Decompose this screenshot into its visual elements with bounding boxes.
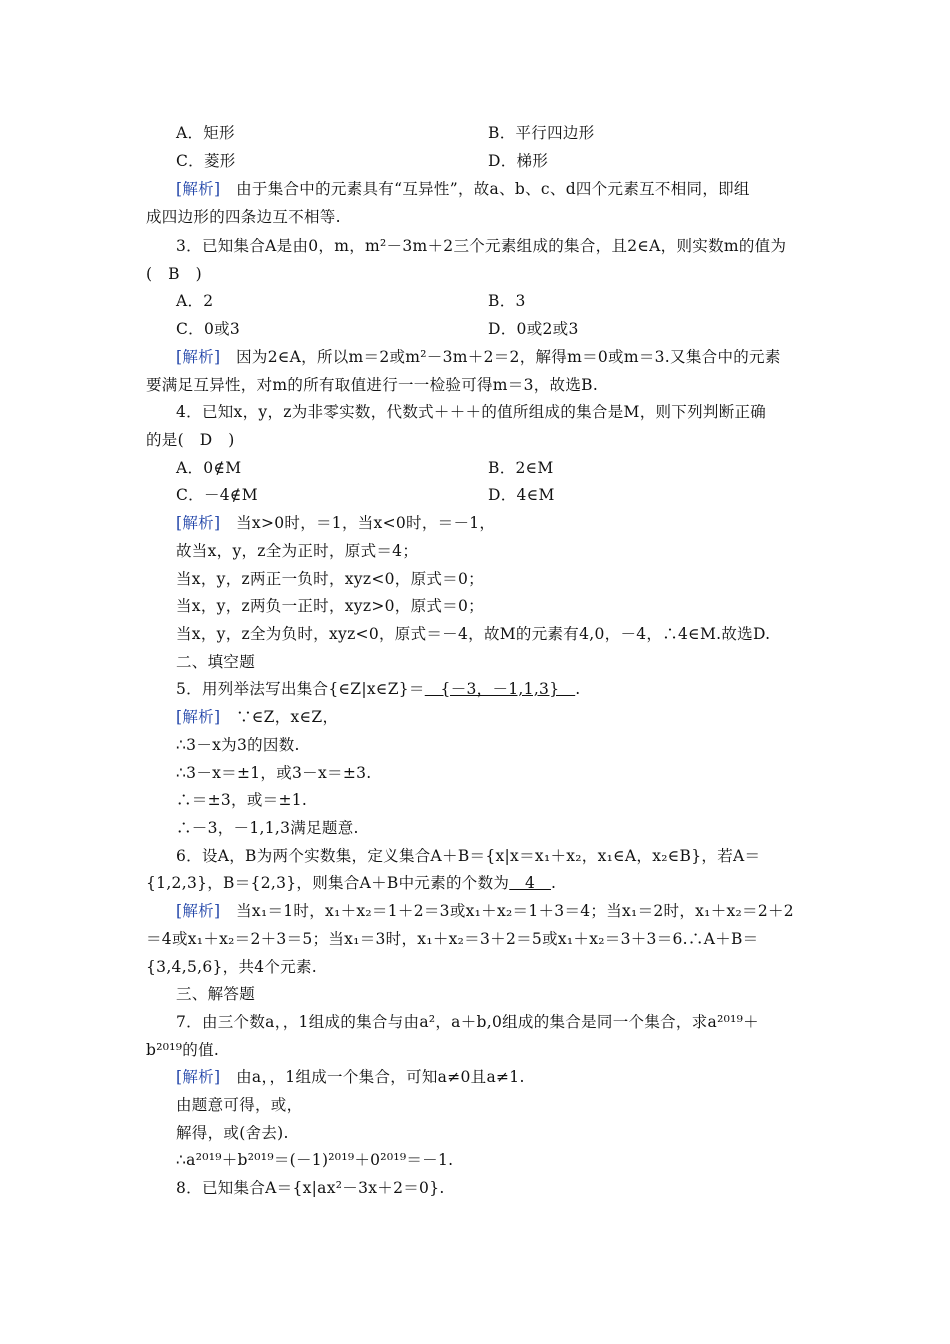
q6-stem-line-2: {1,2,3}，B＝{2,3}，则集合A＋B中元素的个数为 4 .: [146, 874, 557, 892]
q3-option-c: C．0或3: [176, 320, 241, 338]
analysis-tag: [解析]: [176, 180, 221, 198]
q7-analysis-line-3: 解得，或(舍去).: [176, 1124, 289, 1142]
q3-option-d: D．0或2或3: [488, 320, 579, 338]
q6-answer-blank: 4: [509, 874, 551, 892]
q7-stem-line-2: b²⁰¹⁹的值.: [146, 1041, 220, 1059]
q3-analysis-line-1: [解析] 因为2∈A，所以m＝2或m²－3m＋2＝2，解得m＝0或m＝3.又集合中的元素: [176, 348, 781, 366]
q5-analysis-line-3: ∴3－x＝±1，或3－x＝±3.: [176, 764, 372, 782]
q4-analysis-line-5: 当x，y，z全为负时，xyz<0，原式＝－4，故M的元素有4,0，－4，∴4∈M.故选D.: [176, 625, 771, 643]
q4-stem-line-1: 4．已知x，y，z为非零实数，代数式＋＋＋的值所组成的集合是M，则下列判断正确: [176, 403, 767, 421]
section-heading-solutions: 三、解答题: [176, 985, 256, 1003]
q7-analysis-line-4: ∴a²⁰¹⁹＋b²⁰¹⁹＝(－1)²⁰¹⁹＋0²⁰¹⁹＝－1.: [176, 1151, 454, 1169]
q5-analysis-line-4: ∴＝±3，或＝±1.: [176, 791, 308, 809]
q7-stem-line-1: 7．由三个数a，，1组成的集合与由a²，a＋b,0组成的集合是同一个集合，求a²⁰¹⁹＋: [176, 1013, 759, 1031]
q6-analysis-line-3: {3,4,5,6}，共4个元素.: [146, 958, 318, 976]
q4-option-b: B．2∈M: [488, 459, 554, 477]
analysis-tag: [解析]: [176, 1068, 221, 1086]
q6-analysis-line-2: ＝4或x₁＋x₂＝2＋3＝5；当x₁＝3时，x₁＋x₂＝3＋2＝5或x₁＋x₂＝3＋3＝6.∴A＋B＝: [146, 930, 759, 948]
q2-option-b: B．平行四边形: [488, 124, 595, 142]
section-heading-fill-in: 二、填空题: [176, 653, 256, 671]
q3-option-b: B．3: [488, 292, 526, 310]
q3-analysis-line-2: 要满足互异性，对m的所有取值进行一一检验可得m＝3，故选B.: [146, 376, 599, 394]
q7-analysis-line-2: 由题意可得，或，: [176, 1096, 303, 1114]
q6-analysis-line-1: [解析] 当x₁＝1时，x₁＋x₂＝1＋2＝3或x₁＋x₂＝1＋3＝4；当x₁＝2时，x₁＋x₂＝2＋2: [176, 902, 794, 920]
q4-analysis-line-1: [解析] 当x>0时，＝1，当x<0时，＝－1，: [176, 514, 496, 532]
q5-answer-blank: {－3，－1,1,3}: [424, 680, 576, 698]
analysis-tag: [解析]: [176, 708, 221, 726]
q4-analysis-line-4: 当x，y，z两负一正时，xyz>0，原式＝0；: [176, 597, 484, 615]
q4-option-d: D．4∈M: [488, 486, 555, 504]
q5-stem: 5．用列举法写出集合{∈Z|x∈Z}＝ {－3，－1,1,3} .: [176, 680, 581, 698]
q5-analysis-line-1: [解析] ∵∈Z，x∈Z，: [176, 708, 339, 726]
q2-option-a: A．矩形: [176, 124, 235, 142]
q4-analysis-line-2: 故当x，y，z全为正时，原式＝4；: [176, 542, 419, 560]
analysis-tag: [解析]: [176, 514, 221, 532]
q2-option-d: D．梯形: [488, 152, 549, 170]
q4-option-c: C．－4∉M: [176, 486, 258, 504]
q2-analysis-line-2: 成四边形的四条边互不相等.: [146, 208, 341, 226]
q5-analysis-line-2: ∴3－x为3的因数.: [176, 736, 300, 754]
analysis-tag: [解析]: [176, 348, 221, 366]
q4-analysis-line-3: 当x，y，z两正一负时，xyz<0，原式＝0；: [176, 570, 484, 588]
q3-option-a: A．2: [176, 292, 214, 310]
q3-stem-line-2: ( B ): [146, 265, 202, 283]
q7-analysis-line-1: [解析] 由a，，1组成一个集合，可知a≠0且a≠1.: [176, 1068, 525, 1086]
q8-stem-line-1: 8．已知集合A＝{x|ax²－3x＋2＝0}.: [176, 1179, 445, 1197]
q2-analysis-line-1: [解析] 由于集合中的元素具有“互异性”，故a、b、c、d四个元素互不相同，即组: [176, 180, 750, 198]
q2-option-c: C．菱形: [176, 152, 236, 170]
analysis-tag: [解析]: [176, 902, 221, 920]
q6-stem-line-1: 6．设A，B为两个实数集，定义集合A＋B＝{x|x＝x₁＋x₂，x₁∈A，x₂∈B}，若A＝: [176, 847, 761, 865]
q5-analysis-line-5: ∴－3，－1,1,3满足题意.: [176, 819, 359, 837]
q4-stem-line-2: 的是( D ): [146, 431, 235, 449]
q4-option-a: A．0∉M: [176, 459, 242, 477]
q3-stem-line-1: 3．已知集合A是由0，m，m²－3m＋2三个元素组成的集合，且2∈A，则实数m的值为: [176, 237, 787, 255]
